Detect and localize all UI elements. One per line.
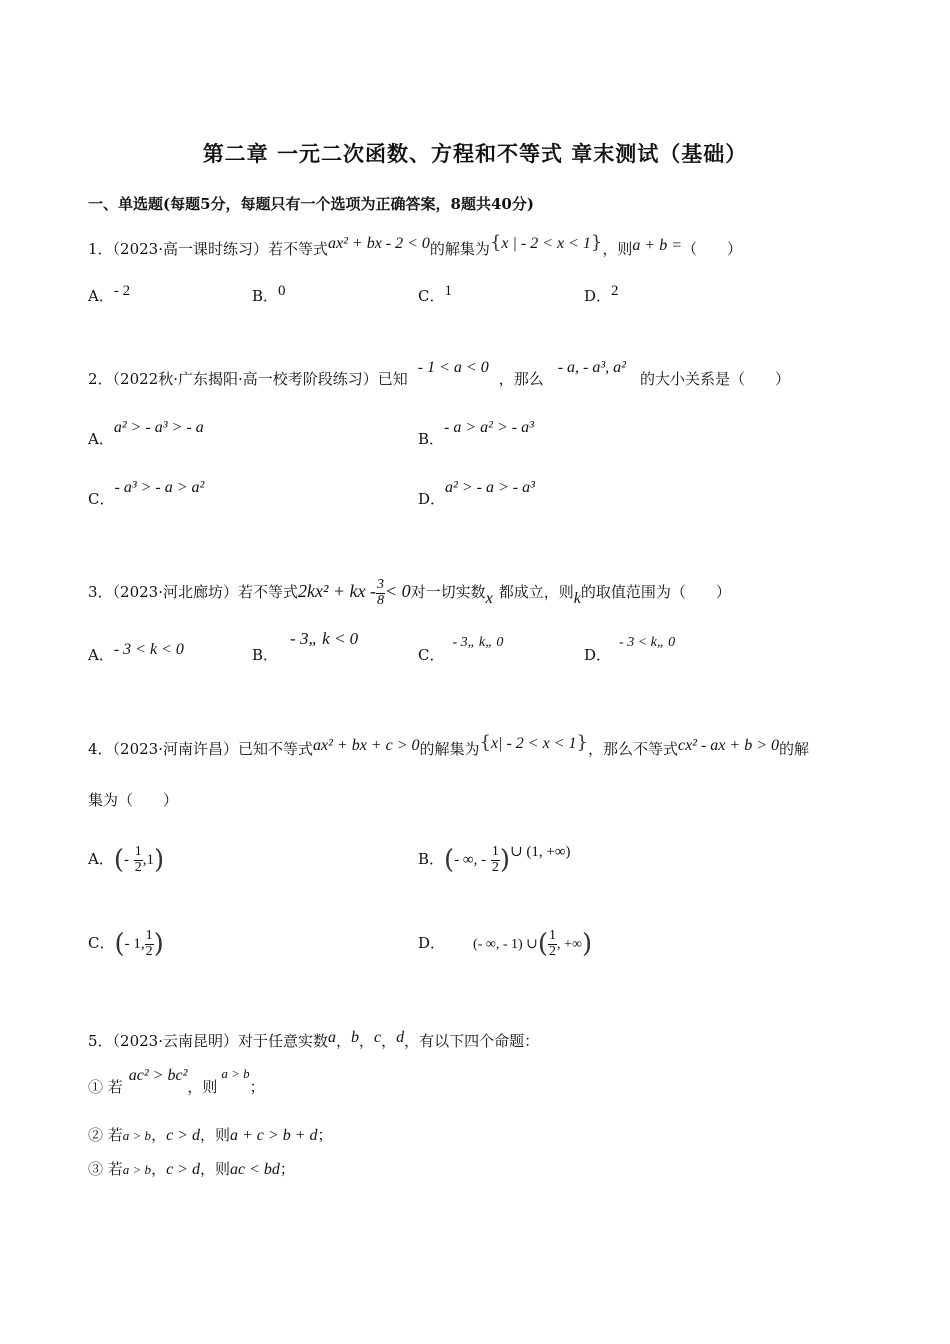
q5-number: 5． bbox=[88, 1032, 113, 1050]
option-value: - 3 < k„ 0 bbox=[619, 635, 676, 650]
q3-inequality-right: < 0 bbox=[385, 581, 411, 601]
proposition-tail: ； bbox=[249, 1078, 265, 1096]
q2-source: （2022秋·广东揭阳·高一校考阶段练习）已知 bbox=[112, 370, 408, 388]
page-title: 第二章 一元二次函数、方程和不等式 章末测试（基础） bbox=[202, 141, 748, 166]
option-fraction bbox=[145, 929, 154, 959]
q1-option-d[interactable] bbox=[584, 285, 619, 306]
q3-var-x: x bbox=[485, 590, 493, 607]
q1-option-a[interactable] bbox=[88, 285, 130, 306]
q5-proposition-1 bbox=[88, 1066, 265, 1097]
fraction-denominator: 2 bbox=[549, 943, 557, 959]
q3-mid2: 都成立，则 bbox=[498, 583, 574, 601]
q3-fraction bbox=[376, 578, 385, 608]
right-paren: ) bbox=[154, 845, 165, 875]
option-fraction bbox=[491, 845, 500, 875]
section-heading: 一、单选题(每题5分，每题只有一个选项为正确答案，8题共40分) bbox=[88, 195, 534, 213]
proposition-then: ，则 bbox=[199, 1160, 230, 1178]
fraction-denominator: 2 bbox=[134, 859, 142, 875]
q4-right-brace: } bbox=[576, 732, 588, 753]
q5-end: ，有以下四个命题： bbox=[404, 1032, 540, 1050]
option-value: - 3„ k„ 0 bbox=[452, 635, 504, 650]
option-letter: D． bbox=[584, 646, 612, 664]
option-pre: - ∞, - bbox=[454, 852, 487, 868]
left-paren: ( bbox=[444, 845, 455, 875]
proposition-mark: ② 若 bbox=[88, 1126, 123, 1144]
proposition-separator: ， bbox=[151, 1126, 167, 1144]
proposition-then: ，则 bbox=[199, 1126, 230, 1144]
q3-source: （2023·河北廊坊）若不等式 bbox=[112, 583, 298, 601]
q2-stem bbox=[88, 359, 790, 389]
q5-proposition-3 bbox=[88, 1158, 295, 1179]
option-value: 0 bbox=[278, 283, 286, 299]
q4-stem bbox=[88, 732, 810, 759]
left-paren: ( bbox=[113, 845, 124, 875]
option-value: - a > a² > - a³ bbox=[444, 419, 534, 436]
option-fraction bbox=[548, 929, 557, 959]
q3-option-d[interactable] bbox=[584, 635, 676, 665]
option-letter: B． bbox=[418, 850, 445, 868]
option-value: - 3 < k < 0 bbox=[113, 641, 184, 658]
fraction-numerator: 1 bbox=[491, 843, 499, 859]
q4-mid: 的解集为 bbox=[419, 740, 480, 758]
option-value: - 3„ k < 0 bbox=[290, 629, 359, 648]
option-post: ∪ (1, +∞) bbox=[510, 844, 571, 860]
q4-stem-line2: 集为（ ） bbox=[88, 791, 179, 809]
q3-mid: 对一切实数 bbox=[410, 583, 486, 601]
q3-option-b[interactable] bbox=[252, 629, 359, 665]
q4-option-c[interactable] bbox=[88, 910, 164, 959]
q5-var-d: d bbox=[396, 1029, 405, 1046]
option-letter: C． bbox=[88, 490, 115, 508]
option-pre: (- ∞, - 1) ∪ bbox=[473, 937, 538, 952]
option-letter: C． bbox=[418, 646, 445, 664]
q1-number: 1． bbox=[88, 240, 113, 258]
proposition-mark: ① 若 bbox=[88, 1078, 123, 1096]
right-paren: ) bbox=[153, 929, 164, 959]
q2-condition: - 1 < a < 0 bbox=[417, 359, 489, 376]
fraction-denominator: 2 bbox=[145, 943, 153, 959]
fraction-denominator: 2 bbox=[491, 859, 499, 875]
q3-option-c[interactable] bbox=[418, 635, 504, 665]
option-letter: A． bbox=[88, 646, 114, 664]
option-letter: A． bbox=[88, 850, 114, 868]
proposition-result: ac < bd bbox=[230, 1161, 280, 1178]
fraction-numerator: 1 bbox=[549, 927, 557, 943]
left-paren: ( bbox=[114, 929, 125, 959]
q2-number: 2． bbox=[88, 370, 113, 388]
q1-end: ，则 bbox=[602, 240, 633, 258]
option-pre: - 1, bbox=[124, 936, 145, 952]
proposition-then: ，则 bbox=[187, 1078, 218, 1096]
left-paren: ( bbox=[537, 929, 549, 959]
q4-option-b[interactable] bbox=[418, 826, 571, 875]
option-value: a² > - a > - a³ bbox=[445, 479, 535, 496]
option-post: , +∞ bbox=[557, 937, 582, 952]
option-letter: C． bbox=[88, 934, 115, 952]
option-letter: B． bbox=[252, 646, 279, 664]
q5-var-b: b bbox=[351, 1029, 360, 1046]
q1-mid: 的解集为 bbox=[429, 240, 490, 258]
option-letter: C． bbox=[418, 287, 445, 305]
q4-inequality2: cx² - ax + b > 0 bbox=[677, 737, 779, 754]
option-letter: D． bbox=[418, 490, 446, 508]
q3-inequality-left: 2kx² + kx - bbox=[298, 581, 376, 601]
q3-number: 3． bbox=[88, 583, 113, 601]
proposition-condition: ac² > bc² bbox=[128, 1067, 188, 1084]
q1-option-c[interactable] bbox=[418, 285, 452, 306]
q4-mid2: ，那么不等式 bbox=[587, 740, 678, 758]
q3-var-k: k bbox=[573, 590, 581, 607]
q4-solution-set: x| - 2 < x < 1 bbox=[490, 735, 577, 752]
q2-terms: - a, - a³, a² bbox=[557, 359, 626, 376]
q1-option-b[interactable] bbox=[252, 285, 286, 306]
right-paren: ) bbox=[581, 929, 593, 959]
q2-option-c[interactable] bbox=[88, 479, 205, 509]
option-fraction bbox=[134, 845, 143, 875]
proposition-result: a > b bbox=[221, 1066, 250, 1081]
fraction-numerator: 1 bbox=[134, 843, 142, 859]
option-letter: B． bbox=[418, 430, 445, 448]
q4-end: 的解 bbox=[779, 740, 810, 758]
q2-option-a[interactable] bbox=[88, 419, 204, 449]
proposition-result: a + c > b + d bbox=[230, 1127, 318, 1144]
option-value: 2 bbox=[611, 283, 619, 299]
q1-stem bbox=[88, 232, 742, 259]
q1-right-brace: } bbox=[590, 232, 603, 253]
option-letter: D． bbox=[418, 934, 446, 952]
fraction-denominator: 8 bbox=[377, 592, 384, 608]
q3-end: 的取值范围为（ ） bbox=[580, 583, 731, 601]
q4-option-d[interactable] bbox=[418, 910, 592, 959]
q5-proposition-2 bbox=[88, 1124, 333, 1145]
option-letter: A． bbox=[88, 287, 114, 305]
q5-var-c: c bbox=[374, 1029, 382, 1046]
q5-stem: 5．（2023·云南昆明）对于任意实数a，b，c，d，有以下四个命题： bbox=[88, 1029, 540, 1050]
q2-end: 的大小关系是（ ） bbox=[639, 370, 790, 388]
q4-source: （2023·河南许昌）已知不等式 bbox=[112, 740, 313, 758]
q1-blank: （ ） bbox=[681, 240, 742, 258]
q2-option-b[interactable] bbox=[418, 419, 534, 449]
proposition-tail: ； bbox=[317, 1126, 333, 1144]
proposition-mark: ③ 若 bbox=[88, 1160, 123, 1178]
q2-option-d[interactable] bbox=[418, 479, 535, 509]
option-post: ,1 bbox=[142, 852, 155, 868]
option-letter: D． bbox=[584, 287, 612, 305]
option-value: - 2 bbox=[113, 283, 131, 299]
q1-solution-set: x | - 2 < x < 1 bbox=[501, 235, 591, 252]
proposition-condition-2: c > d bbox=[166, 1127, 200, 1144]
q1-left-brace: { bbox=[489, 232, 502, 253]
q4-option-a[interactable] bbox=[88, 826, 164, 875]
option-letter: A． bbox=[88, 430, 114, 448]
proposition-condition-2: c > d bbox=[166, 1161, 200, 1178]
option-value: a² > - a³ > - a bbox=[113, 419, 204, 436]
q3-stem bbox=[88, 567, 731, 617]
q5-source: （2023·云南昆明）对于任意实数 bbox=[112, 1032, 328, 1050]
option-letter: B． bbox=[252, 287, 279, 305]
proposition-condition-1: a > b bbox=[122, 1162, 152, 1177]
q4-left-brace: { bbox=[479, 732, 491, 753]
q4-number: 4． bbox=[88, 740, 113, 758]
proposition-separator: ， bbox=[151, 1160, 167, 1178]
fraction-numerator: 1 bbox=[145, 927, 153, 943]
proposition-condition-1: a > b bbox=[122, 1128, 152, 1143]
option-pre: - bbox=[124, 852, 129, 868]
q1-source: （2023·高一课时练习）若不等式 bbox=[112, 240, 328, 258]
fraction-numerator: 3 bbox=[377, 576, 384, 592]
q1-ask: a + b = bbox=[632, 237, 682, 254]
right-paren: ) bbox=[499, 845, 511, 875]
option-value: - a³ > - a > a² bbox=[114, 479, 205, 496]
q4-inequality: ax² + bx + c > 0 bbox=[313, 737, 420, 754]
q3-option-a[interactable] bbox=[88, 641, 184, 665]
q2-mid: ，那么 bbox=[498, 370, 544, 388]
proposition-tail: ； bbox=[279, 1160, 295, 1178]
q1-inequality: ax² + bx - 2 < 0 bbox=[328, 235, 430, 252]
q5-var-a: a bbox=[328, 1029, 336, 1046]
option-value: 1 bbox=[444, 283, 452, 299]
